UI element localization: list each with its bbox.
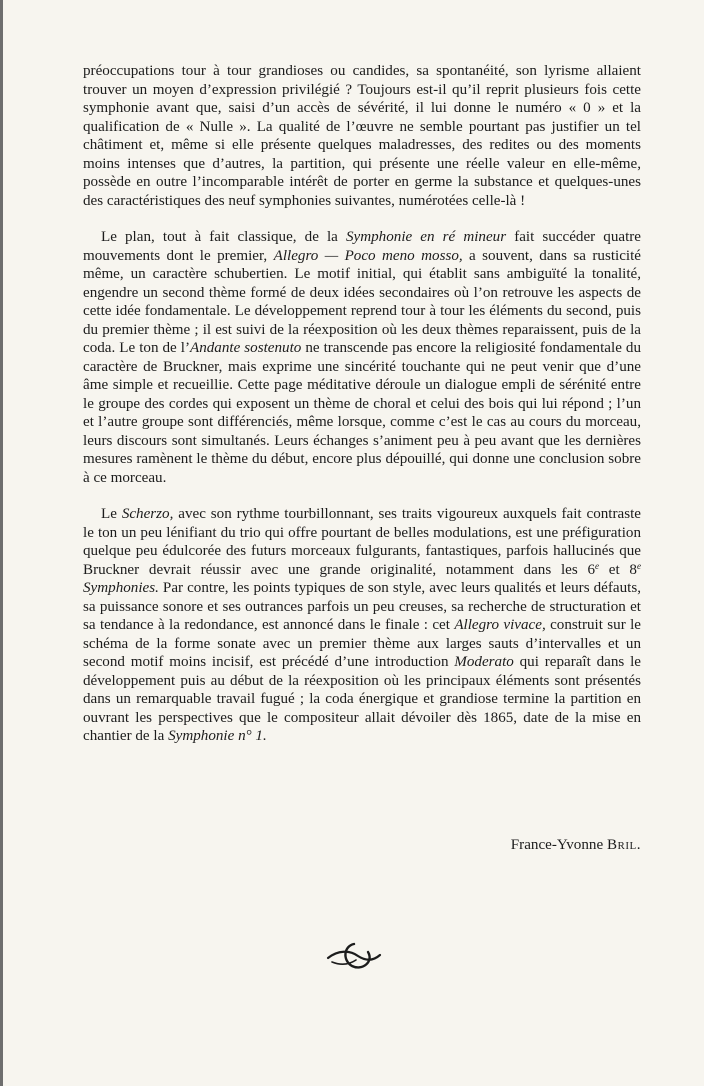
text-run: Le — [101, 506, 122, 522]
paragraph-1-text: préoccupations tour à tour grandioses ou candides, sa spontanéité, son lyrisme allaient trouver un moyen d’expression privilégié ? Toujours est-il qu’il reprit plusieurs fois cette symphonie avant que, saisi d’un accès de sévérité, il lui donne le numéro « 0 » et la qualification de « Nulle ». La qualité de l’œuvre ne semble pourtant pas justifier un tel châtiment et, même si elle présente quelques maladresses, des redites ou des moments moins intenses que d’autres, la partition, qui présente une réelle valeur en elle-même, possède en outre l’incomparable intérêt de porter en germe la substance et quelques-unes des caractéristiques des neuf symphonies suivantes, numérotées celle-là ! — [83, 63, 641, 209]
text-run: ne transcende pas encore la religiosité fondamentale du caractère de Bruckner, mais exprime une sincérité touchante qui ne peut venir que d’une âme simple et recueillie. Cette page méditative déroule un dialogue empli de sérénité entre le groupe des cordes qui exposent un thème de choral et celui des bois qui lui répond ; l’un et l’autre groupe sont différenciés, même lorsque, comme c’est le cas au cours du morceau, leurs discours sont simultanés. Leurs échanges s’animent peu à peu avant que les dernières mesures ramènent le thème du début, encore plus dépouillé, qui donne une conclusion sobre à ce morceau. — [83, 340, 641, 486]
italic-title: Symphonie en ré mineur — [345, 229, 507, 245]
body-text — [83, 62, 641, 764]
author-signature — [0, 837, 641, 854]
text-run: et 8 — [599, 561, 637, 578]
paragraph-2 — [83, 228, 641, 487]
italic-title: Symphonies. — [83, 580, 159, 596]
superscript: e — [636, 560, 641, 571]
superscript: e — [595, 560, 600, 571]
text-run: a souvent, dans sa rusticité même, un caractère schubertien. Le motif initial, qui établit sans ambiguïté la tonalité, engendre un second thème formé de deux idées secondaires où l’on retrouve les aspects de cette idée fondamentale. Le développement reprend tour à tour les éléments du second, puis du premier thème ; il est suivi de la réexposition où les deux thèmes reparaissent, puis de la coda. Le ton de l’ — [83, 247, 641, 356]
italic-title: Scherzo, — [121, 506, 174, 522]
italic-title: Allegro — Poco meno mosso, — [273, 247, 463, 264]
paragraph-3 — [83, 505, 641, 746]
text-run: avec son rythme tourbillonnant, ses traits vigoureux auxquels fait contraste le ton un peu lénifiant du trio qui offre pourtant de belles modulations, est une préfiguration quelque peu édulcorée des futurs morceaux fulgurants, fantastiques, parfois hallucinés que Bruckner devrait réussir avec une grande originalité, notamment dans les 6 — [83, 506, 641, 578]
author-first-name: France-Yvonne — [510, 837, 607, 853]
fleuron-ornament-icon — [324, 938, 384, 972]
italic-title: Allegro vivace, — [454, 617, 546, 633]
italic-title: Andante sostenuto — [189, 340, 302, 356]
author-last-name: Bril. — [606, 837, 641, 853]
italic-title: Symphonie n° 1. — [168, 728, 267, 744]
italic-title: Moderato — [454, 654, 514, 670]
scan-edge — [0, 0, 3, 1086]
text-run: Le plan, tout à fait classique, de la — [101, 229, 346, 245]
text-run: Par contre, les points typiques de son style, avec leurs qualités et leurs défauts, sa puissance sonore et ses outrances parfois un peu creuses, sa recherche de structuration et sa tendance à la redondance, est annoncé dans le finale : cet — [83, 580, 641, 633]
text-run: construit sur le schéma de la forme sonate avec un premier thème aux larges sauts d’intervalles et un second motif moins incisif, est précédé d’une introduction — [83, 617, 642, 670]
text-run: qui reparaît dans le développement puis au début de la réexposition où les principaux éléments sont présentés dans un remarquable travail fugué ; la coda énergique et grandiose termine la partition en ouvrant les perspectives que le compositeur allait dévoiler dès 1865, date de la mise en chantier de la — [83, 654, 641, 744]
paragraph-1 — [83, 62, 641, 210]
text-run: fait succéder quatre mouvements dont le premier, — [83, 229, 641, 264]
